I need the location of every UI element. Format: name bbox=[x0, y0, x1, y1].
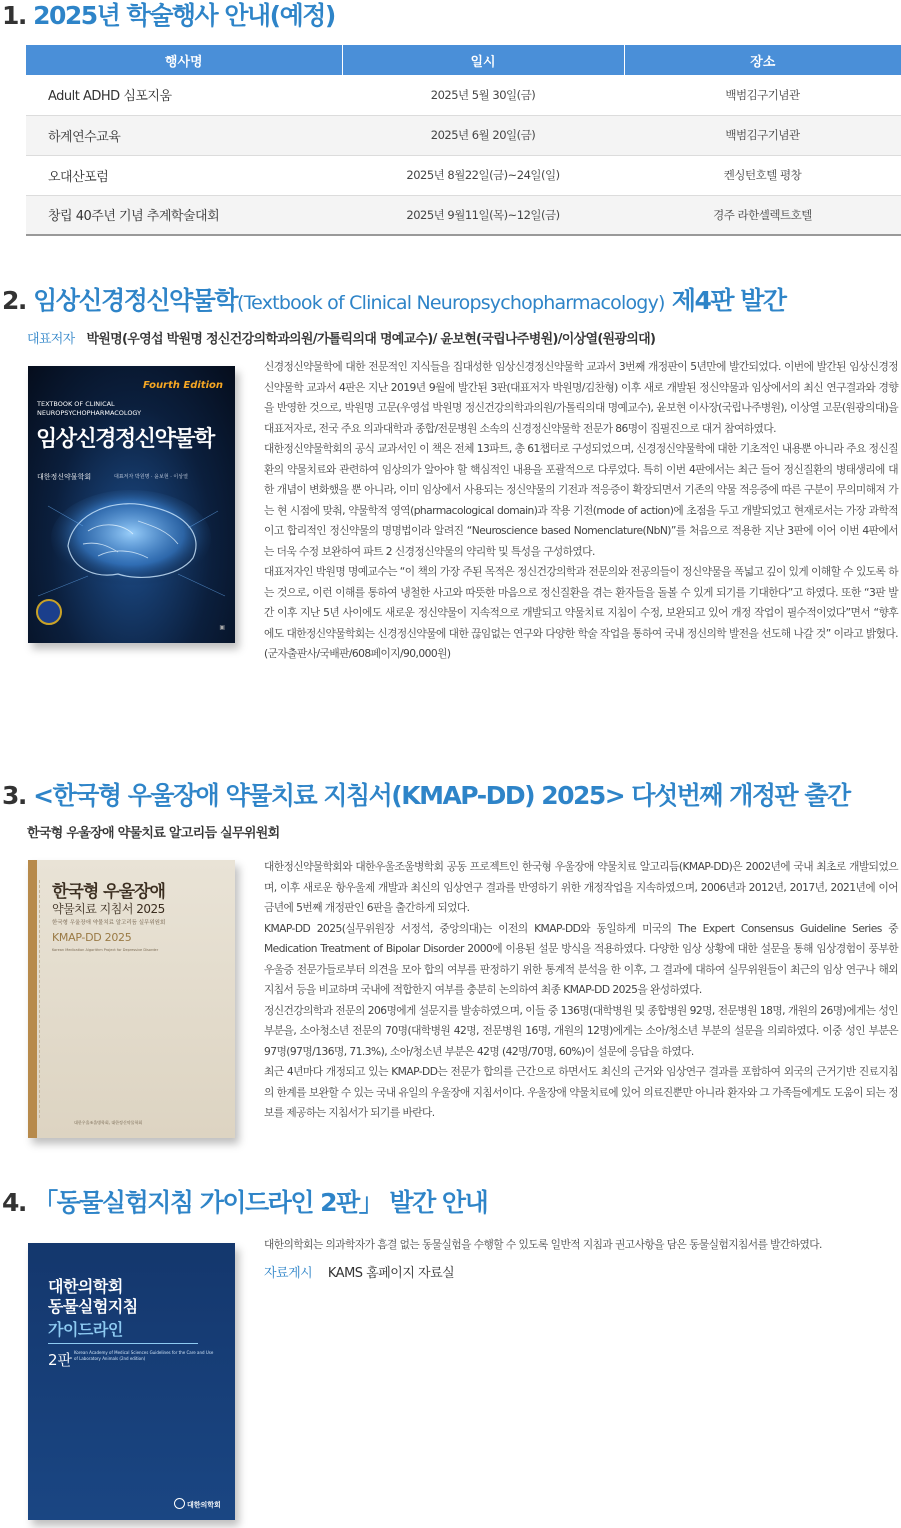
section2-authors bbox=[27, 328, 655, 347]
author-key: 대표저자 bbox=[27, 332, 75, 347]
header-date: 일시 bbox=[342, 45, 624, 75]
cover-title: 대한의학회 동물실험지침 bbox=[48, 1277, 138, 1316]
event-name: 창립 40주년 기념 추계학술대회 bbox=[26, 195, 342, 235]
section4-body bbox=[264, 1235, 898, 1256]
section3-title: 3. <한국형 우울장애 약물치료 지침서(KMAP-DD) 2025> 다섯번째 개정판 출간 bbox=[2, 781, 850, 810]
section3-subtitle: 한국형 우울장애 약물치료 알고리듬 실무위원회 bbox=[27, 826, 280, 841]
cover-spine bbox=[28, 860, 37, 1138]
link-key: 자료게시 bbox=[264, 1266, 313, 1281]
society-seal-icon bbox=[36, 599, 62, 625]
table-row bbox=[26, 75, 901, 115]
cover-korean-title: 임상신경정신약물학 bbox=[36, 427, 214, 452]
paragraph: 대표저자인 박원명 명예교수는 “이 책의 가장 주된 목적은 정신건강의학과 전문의와 전공의들이 정신약물을 폭넓고 깊이 있게 이해할 수 있도록 하는 것으로, 이런 이해를 통하여 냉철한 사고와 따뜻한 마음으로 정신질환을 겪는 환자들을 돌볼 수 있게 되기를 기대한다”고 하였다. 또한 “3판 발간 이후 지난 5년 사이에도 새로운 정신약물이 지속적으로 개발되고 약물치료 지침이 수정, 보완되고 있어 개정 작업이 필수적이었다”면서 “향후에도 대한정신약물학회는 신경정신약물에 대한 끊임없는 연구와 다양한 학술 작업을 통하여 국내 정신의학 발전을 선도해 나갈 것” 이라고 밝혔다. (군자출판사/국배판/608페이지/90,000원) bbox=[264, 565, 898, 660]
event-place: 경주 라한셀렉트호텔 bbox=[624, 195, 901, 235]
section4-link-row bbox=[264, 1262, 454, 1281]
book-cover-neuropsychopharmacology bbox=[28, 366, 235, 643]
cover-edition: Fourth Edition bbox=[143, 380, 223, 391]
cover-title-highlight: 가이드라인 bbox=[48, 1320, 123, 1339]
publisher-logo-icon: ▣ bbox=[219, 624, 225, 631]
paragraph: 신경정신약물학에 대한 전문적인 지식들을 집대성한 임상신경정신약물학 교과서 3번째 개정판이 5년만에 발간되었다. 이번에 발간된 임상신경정신약물학 교과서 4판은 지난 2019년 9월에 발간된 3판(대표저자 박원명/김찬형) 이후 새로 개발된 정신약물과 임상에서의 최신 연구결과와 경향을 반영한 것으로, 박원명 고문(우영섭 박원명 정신건강의학과의원/가톨릭의대 명예교수), 윤보현 이사장(국립나주병원), 이상열 고문(원광의대)을 대표저자로, 전국 주요 의과대학과 종합/전문병원 소속의 신경정신약물학 전문가 86명이 집필진으로 대거 참여하였다. bbox=[264, 360, 898, 435]
event-place: 백범김구기념관 bbox=[624, 115, 901, 155]
paragraph: 대한의학회는 의과학자가 흠결 없는 동물실험을 수행할 수 있도록 일반적 지침과 권고사항을 담은 동물실험지침서를 발간하였다. bbox=[264, 1238, 822, 1251]
event-date: 2025년 9월11일(목)~12일(금) bbox=[342, 195, 624, 235]
header-place: 장소 bbox=[624, 45, 901, 75]
brain-illustration bbox=[28, 486, 235, 606]
cover-footer: 대한우울조울병학회, 대한정신약물학회 bbox=[74, 1120, 143, 1125]
event-place: 켄싱턴호텔 평창 bbox=[624, 155, 901, 195]
event-place: 백범김구기념관 bbox=[624, 75, 901, 115]
event-date: 2025년 6월 20일(금) bbox=[342, 115, 624, 155]
cover-english: Korean Medication Algorithm Project for Depressive Disorder bbox=[52, 948, 159, 952]
section2-title: 2. 임상신경정신약물학(Textbook of Clinical Neuropsychopharmacology) 제4판 발간 bbox=[2, 286, 786, 315]
author-value: 박원명(우영섭 박원명 정신건강의학과의원/가톨릭의대 명예교수)/ 윤보현(국립나주병원)/이상열(원광의대) bbox=[86, 332, 656, 347]
cover-side-text bbox=[39, 880, 42, 1118]
section1-title: 1. 2025년 학술행사 안내(예정) bbox=[2, 1, 335, 30]
cover-code: KMAP-DD 2025 bbox=[52, 931, 132, 944]
paragraph: KMAP-DD 2025(실무위원장 서정석, 중앙의대)는 이전의 KMAP-DD와 동일하게 미국의 The Expert Consensus Guideline Series 중 Medication Treatment of Bipolar Disorder 2000에 이용된 설문 방식을 적용하였다. 다양한 임상 상황에 대한 설문을 통해 임상경험이 풍부한 우울증 전문가들로부터 의견을 모아 합의 여부를 판정하기 위한 통계적 분석을 한 이후, 그 결과에 대하여 실무위원들이 최근의 임상 연구나 해외 지침서 등을 비교하며 국내에 적합한지 여부를 충분히 논의하여 최종 KMAP-DD 2025을 완성하였다. bbox=[264, 921, 898, 996]
cover-english-title: TEXTBOOK OF CLINICAL NEUROPSYCHOPHARMACOLOGY bbox=[37, 400, 142, 417]
event-date: 2025년 5월 30일(금) bbox=[342, 75, 624, 115]
section2-body bbox=[264, 357, 898, 665]
cover-publisher: 대한정신약물학회 bbox=[37, 473, 92, 481]
book-cover-kmap-dd bbox=[28, 860, 235, 1138]
cover-edition: 2판 bbox=[48, 1351, 73, 1369]
section4-title: 4. 「동물실험지침 가이드라인 2판」 발간 안내 bbox=[2, 1188, 488, 1217]
paragraph: 정신건강의학과 전문의 206명에게 설문지를 발송하였으며, 이들 중 136명(대학병원 및 종합병원 92명, 전문병원 18명, 개원의 26명)에게는 성인부분을, 소아청소년 전문의 70명(대학병원 42명, 전문병원 16명, 개원의 12명)에게는 소아/청소년 부분의 설문을 의뢰하였다. 이중 성인 부분은 97명(97명/136명, 71.3%), 소아/청소년 부분은 42명 (42명/70명, 60%)이 설문에 응답을 하였다. bbox=[264, 1003, 898, 1058]
book-cover-animal-guideline bbox=[28, 1243, 235, 1520]
event-date: 2025년 8월22일(금)~24일(일) bbox=[342, 155, 624, 195]
cover-title-2: 약물치료 지침서 2025 bbox=[52, 902, 165, 916]
cover-authors: 대표저자 박원명 · 윤보현 · 이상열 bbox=[114, 474, 188, 480]
paragraph: 최근 4년마다 개정되고 있는 KMAP-DD는 전문가 합의를 근간으로 하면서도 최신의 근거와 임상연구 결과를 포함하여 외국의 근거기반 진료지침의 한계를 보완할 수 있는 국내 유일의 우울장애 지침서이다. 우울장애 약물치료에 있어 의료진뿐만 아니라 환자와 그 가족들에게도 도움이 되는 정보를 제공하는 지침서가 되기를 바란다. bbox=[264, 1065, 898, 1119]
cover-divider bbox=[48, 1343, 198, 1344]
table-row bbox=[26, 195, 901, 235]
cover-english: Korean Academy of Medical Sciences Guidelines for the Care and Use of Laboratory Animals (2nd edition) bbox=[74, 1350, 214, 1361]
event-name: 하계연수교육 bbox=[26, 115, 342, 155]
event-name: 오대산포럼 bbox=[26, 155, 342, 195]
cover-title-1: 한국형 우울장애 bbox=[52, 882, 165, 902]
table-row bbox=[26, 115, 901, 155]
kams-logo-icon: 대한의학회 bbox=[174, 1498, 221, 1510]
cover-committee: 한국형 우울장애 약물치료 알고리듬 실무위원회 bbox=[52, 920, 166, 926]
kams-archive-link[interactable]: KAMS 홈페이지 자료실 bbox=[327, 1266, 455, 1281]
header-event-name: 행사명 bbox=[26, 45, 342, 75]
table-header-row bbox=[26, 45, 901, 75]
table-row bbox=[26, 155, 901, 195]
paragraph: 대한정신약물학회의 공식 교과서인 이 책은 전체 13파트, 총 61챕터로 구성되었으며, 신경정신약물학에 대한 기초적인 내용뿐 아니라 주요 정신질환의 약물치료와 관련하여 임상의가 알아야 할 핵심적인 내용을 포괄적으로 다루었다. 특히 이번 4판에서는 최근 들어 정신질환의 병태생리에 대한 개념이 변화했을 뿐 아니라, 이미 임상에서 사용되는 정신약물의 기전과 적응증이 확장되면서 기존의 약물 적응증에 따른 구분이 무의미해져 가는 현 시점에 맞춰, 약물학적 영역(pharmacological domain)과 작용 기전(mode of action)에 초점을 두고 개발되었고 현재로서는 가장 과학적이고 합리적인 정신약물의 명명법이라 알려진 “Neuroscience based Nomenclature(NbN)”를 처음으로 적용한 지난 3판에 이어 이번 4판에서는 더욱 수정 보완하여 파트 2 신경정신약물의 약리학 및 특성을 구성하였다. bbox=[264, 442, 898, 558]
paragraph: 대한정신약물학회와 대한우울조울병학회 공동 프로젝트인 한국형 우울장애 약물치료 알고리듬(KMAP-DD)은 2002년에 국내 최초로 개발되었으며, 이후 새로운 항우울제 개발과 최신의 임상연구 결과를 반영하기 위한 개정작업을 지속하였으며, 2006년과 2012년, 2017년, 2021년에 이어 금년에 5번째 개정판인 6판을 출간하게 되었다. bbox=[264, 860, 898, 914]
events-table bbox=[26, 45, 901, 236]
section3-body bbox=[264, 857, 898, 1124]
event-name: Adult ADHD 심포지움 bbox=[26, 75, 342, 115]
